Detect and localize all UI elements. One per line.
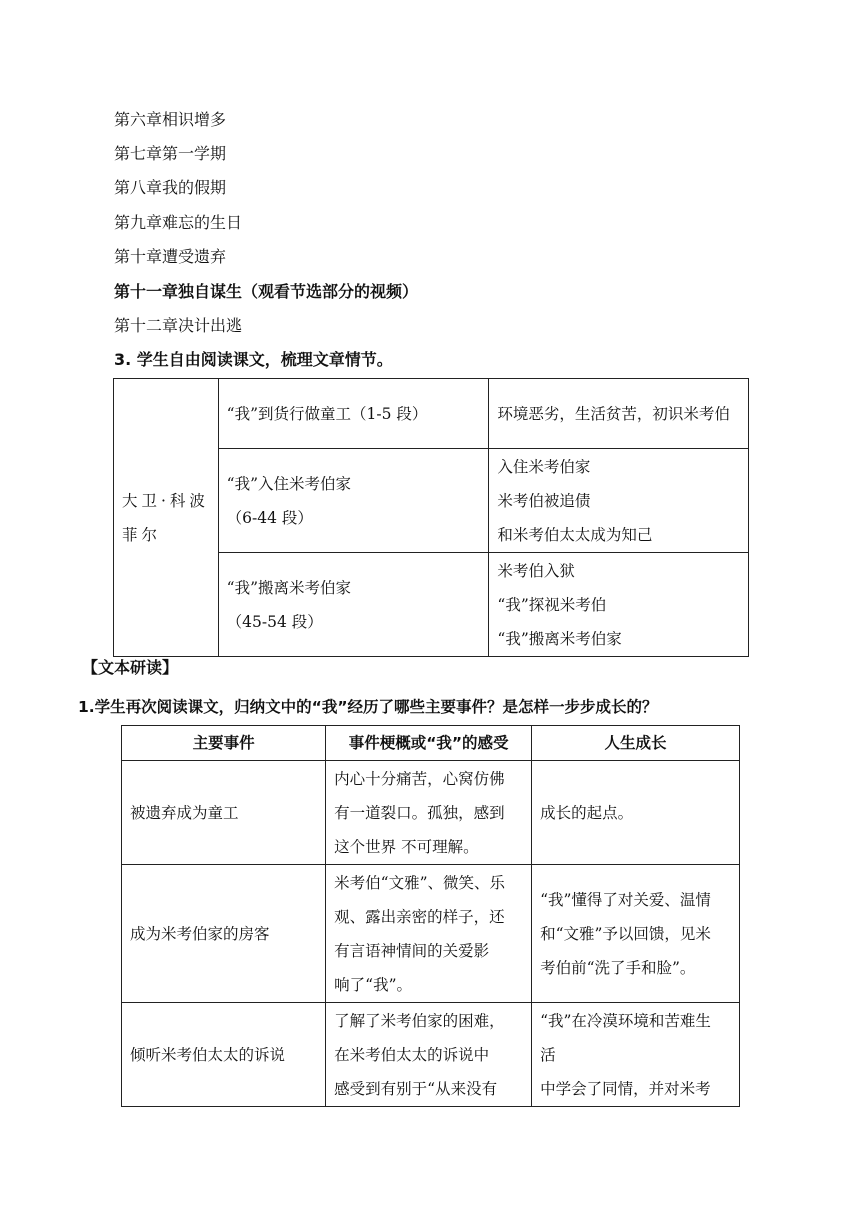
header-growth: 人生成长 <box>532 726 740 761</box>
feeling-cell <box>326 761 532 865</box>
chapter-8: 第八章我的假期 <box>114 178 227 197</box>
header-event: 主要事件 <box>122 726 326 761</box>
events-cell <box>489 379 749 449</box>
event-item: “我”探视米考伯 <box>497 595 607 614</box>
growth-cell <box>532 865 740 1003</box>
table-row <box>122 761 740 865</box>
table-row <box>114 379 749 449</box>
event-item: 米考伯入狱 <box>497 561 575 580</box>
feeling-line: 米考伯“文雅”、微笑、乐 <box>334 873 506 892</box>
feeling-line: 这个世界 不可理解。 <box>334 837 479 856</box>
growth-line: “我”在冷漠环境和苦难生 <box>540 1011 711 1030</box>
event-item: “我”搬离米考伯家 <box>497 629 622 648</box>
feeling-cell <box>326 865 532 1003</box>
protagonist-cell <box>114 379 219 657</box>
feeling-cell <box>326 1003 532 1107</box>
growth-line: 成长的起点。 <box>540 803 634 822</box>
growth-line: 考伯前“洗了手和脸”。 <box>540 958 696 977</box>
event-name: 成为米考伯家的房客 <box>130 924 270 943</box>
chapter-9: 第九章难忘的生日 <box>114 213 243 232</box>
chapter-6: 第六章相识增多 <box>114 110 227 129</box>
event-item: 入住米考伯家 <box>497 457 591 476</box>
event-item: 和米考伯太太成为知己 <box>497 525 653 544</box>
stage-range: （6-44 段） <box>226 508 313 527</box>
event-item: 米考伯被追债 <box>497 491 591 510</box>
event-cell <box>122 1003 326 1107</box>
chapter-7: 第七章第一学期 <box>114 144 227 163</box>
growth-line: 和“文雅”予以回馈，见米 <box>540 924 711 943</box>
table-header-row <box>122 726 740 761</box>
event-name: 被遗弃成为童工 <box>130 803 239 822</box>
events-cell <box>489 553 749 657</box>
table-row <box>122 1003 740 1107</box>
growth-cell <box>532 761 740 865</box>
growth-cell <box>532 1003 740 1107</box>
feeling-line: 观、露出亲密的样子，还 <box>334 907 505 926</box>
feeling-line: 响了“我”。 <box>334 975 413 994</box>
chapter-11: 第十一章独自谋生（观看节选部分的视频） <box>114 282 419 301</box>
task1-heading: 1.学生再次阅读课文，归纳文中的“我”经历了哪些主要事件？是怎样一步步成长的？ <box>78 698 658 716</box>
event-cell <box>122 761 326 865</box>
header-feeling: 事件梗概或“我”的感受 <box>326 726 532 761</box>
event-name: 倾听米考伯太太的诉说 <box>130 1045 286 1064</box>
chapter-12: 第十二章决计出逃 <box>114 316 243 335</box>
stage-cell <box>218 553 489 657</box>
growth-line: 活 <box>540 1045 556 1064</box>
stage-label: “我”搬离米考伯家 <box>226 578 352 597</box>
growth-line: “我”懂得了对关爱、温情 <box>540 890 711 909</box>
stage-label: “我”到货行做童工（1-5 段） <box>226 404 428 423</box>
stage-cell <box>218 379 489 449</box>
event-item: 环境恶劣，生活贫苦，初识米考伯 <box>497 404 730 423</box>
protagonist-name: 大卫·科波菲尔 <box>122 491 209 544</box>
stage-range: （45-54 段） <box>226 612 323 631</box>
feeling-line: 有一道裂口。孤独，感到 <box>334 803 505 822</box>
feeling-line: 有言语神情间的关爱影 <box>334 941 490 960</box>
stage-label: “我”入住米考伯家 <box>226 474 352 493</box>
event-cell <box>122 865 326 1003</box>
table-row <box>122 865 740 1003</box>
stage-cell <box>218 449 489 553</box>
plot-table <box>113 378 749 657</box>
chapter-10: 第十章遭受遗弃 <box>114 247 227 266</box>
feeling-line: 了解了米考伯家的困难， <box>334 1011 505 1030</box>
task3-heading: 3. 学生自由阅读课文，梳理文章情节。 <box>114 350 393 369</box>
feeling-line: 感受到有别于“从来没有 <box>334 1079 498 1098</box>
growth-table <box>121 725 740 1107</box>
feeling-line: 在米考伯太太的诉说中 <box>334 1045 490 1064</box>
events-cell <box>489 449 749 553</box>
feeling-line: 内心十分痛苦，心窝仿佛 <box>334 769 505 788</box>
growth-line: 中学会了同情，并对米考 <box>540 1079 711 1098</box>
section-title: 【文本研读】 <box>82 658 179 677</box>
